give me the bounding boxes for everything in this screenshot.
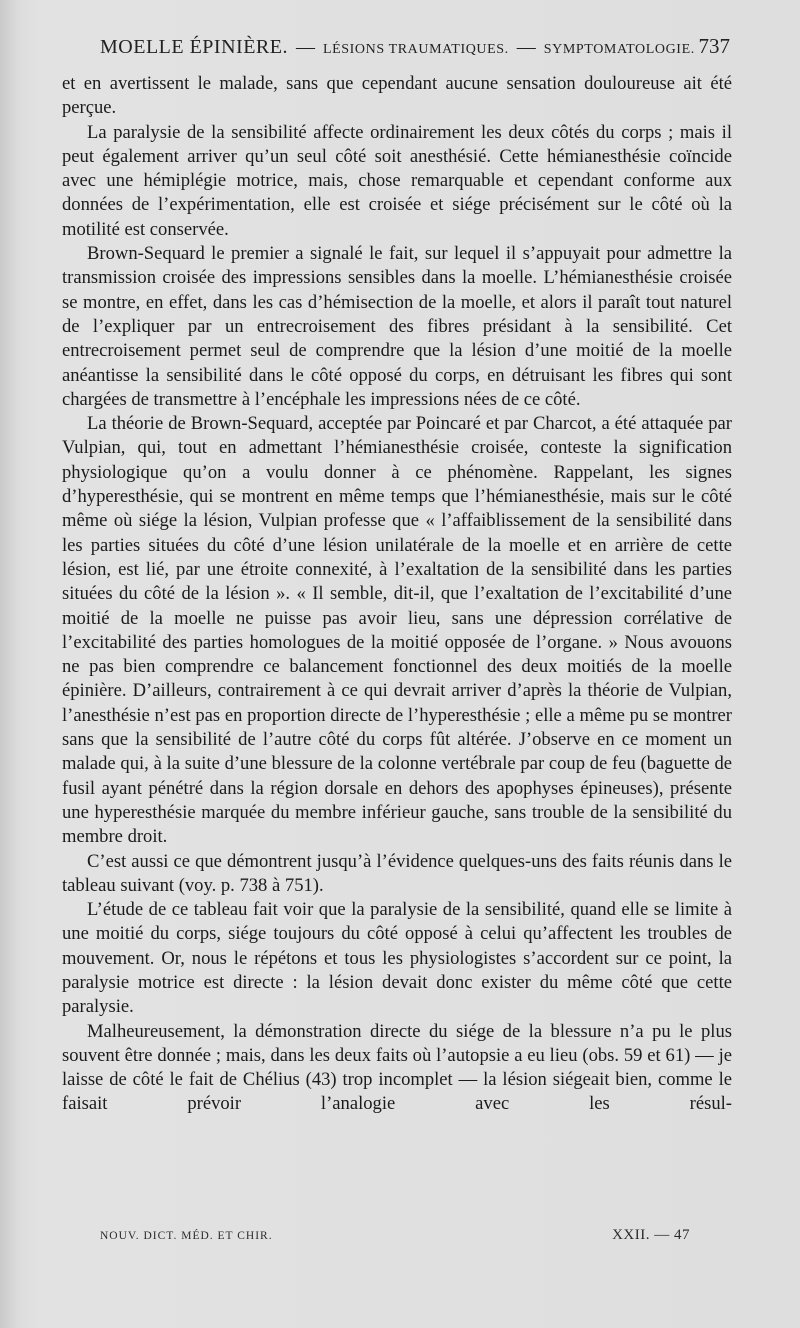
paragraph: L’étude de ce tableau fait voir que la paralysie de la sensibilité, quand elle se limite à une moitié du corps, siége toujours du côté opposé à celui qu’affectent les troubles de mouvement. Or, nous le répétons et tous les physiologistes s’accordent sur ce point, la paralysie motrice est directe : la lésion devait donc exister du même côté que cette paralysie. [62,899,732,1018]
page-number: 737 [698,34,730,58]
running-header [100,34,730,60]
paragraph: La paralysie de la sensibilité affecte ordinairement les deux côtés du corps ; mais il peut également arriver qu’un seul côté soit anesthésié. Cette hémianesthésie coïncide avec une hémiplégie motrice, mais, chose remarquable et cependant conforme aux données de l’expérimentation, elle est croisée et siége précisément sur le côté où la motilité est conservée. [62,121,732,240]
paragraph: Malheureusement, la démonstration directe du siége de la blessure n’a pu le plus souvent être donnée ; mais, dans les deux faits où l’autopsie a eu lieu (obs. 59 et 61) — je laisse de côté le fait de Chélius (43) trop incomplet — la lésion siégeait bien, comme le faisait prévoir l’analogie avec les résul- [62,1020,732,1115]
footer-signature: XXII. — 47 [612,1227,690,1243]
header-section: LÉSIONS TRAUMATIQUES. [322,42,509,57]
page-footer [100,1227,690,1244]
header-separator: — [516,37,536,58]
header-title: MOELLE ÉPINIÈRE. [100,36,288,58]
paragraph: La théorie de Brown-Sequard, acceptée par Poincaré et par Charcot, a été attaquée par Vulpian, qui, tout en admettant l’hémianesthésie croisée, conteste la signification physiologique qu’on a voulu donner à ce phénomène. Rappelant, les signes d’hyperesthésie, qui se montrent en même temps que l’hémianesthésie, mais sur le côté même où siége la lésion, Vulpian professe que « l’affaiblissement de la sensibilité dans les parties situées du côté d’une lésion unilatérale de la moelle et en arrière de cette lésion, est lié, par une étroite connexité, à l’exaltation de la sensibilité dans les parties situées du côté de la lésion ». « Il semble, dit-il, que l’exaltation de l’excitabilité d’une moitié de la moelle ne puisse pas avoir lieu, sans une dépression corrélative de l’excitabilité des parties homologues de la moitié opposée de l’organe. » Nous avouons ne pas bien comprendre ce balancement fonctionnel des deux moitiés de la moelle épinière. D’ailleurs, contrairement à ce qui devrait arriver d’après la théorie de Vulpian, l’anesthésie n’est pas en proportion directe de l’hyperesthésie ; elle a même pu se montrer sans que la sensibilité de l’autre côté du corps fût altérée. J’observe en ce moment un malade qui, à la suite d’une blessure de la colonne vertébrale par coup de feu (baguette de fusil ayant pénétré dans la région dorsale en dehors des apophyses épineuses), présente une hyperesthésie marquée du membre inférieur gauche, sans trouble de la sensibilité du membre droit. [62,413,732,848]
header-separator: — [295,37,315,58]
footer-publication: NOUV. DICT. MÉD. ET CHIR. [100,1230,273,1242]
paragraph: Brown-Sequard le premier a signalé le fait, sur lequel il s’appuyait pour admettre la transmission croisée des impressions sensibles dans la moelle. L’hémianesthésie croisée se montre, en effet, dans les cas d’hémisection de la moelle, et alors il paraît tout naturel de l’expliquer par un entrecroisement des fibres présidant à la sensibilité. Cet entrecroisement permet seul de comprendre que la lésion d’une moitié de la moelle anéantisse la sensibilité dans le côté opposé du corps, en détruisant les fibres qui sont chargées de transmettre à l’encéphale les impressions nées de ce côté. [62,243,732,410]
body-text [62,72,732,1117]
paragraph: C’est aussi ce que démontrent jusqu’à l’évidence quelques-uns des faits réunis dans le tableau suivant (voy. p. 738 à 751). [62,850,732,896]
paragraph: et en avertissent le malade, sans que cependant aucune sensation douloureuse ait été perçue. [62,73,732,119]
header-subsection: SYMPTOMATOLOGIE. [543,42,695,57]
